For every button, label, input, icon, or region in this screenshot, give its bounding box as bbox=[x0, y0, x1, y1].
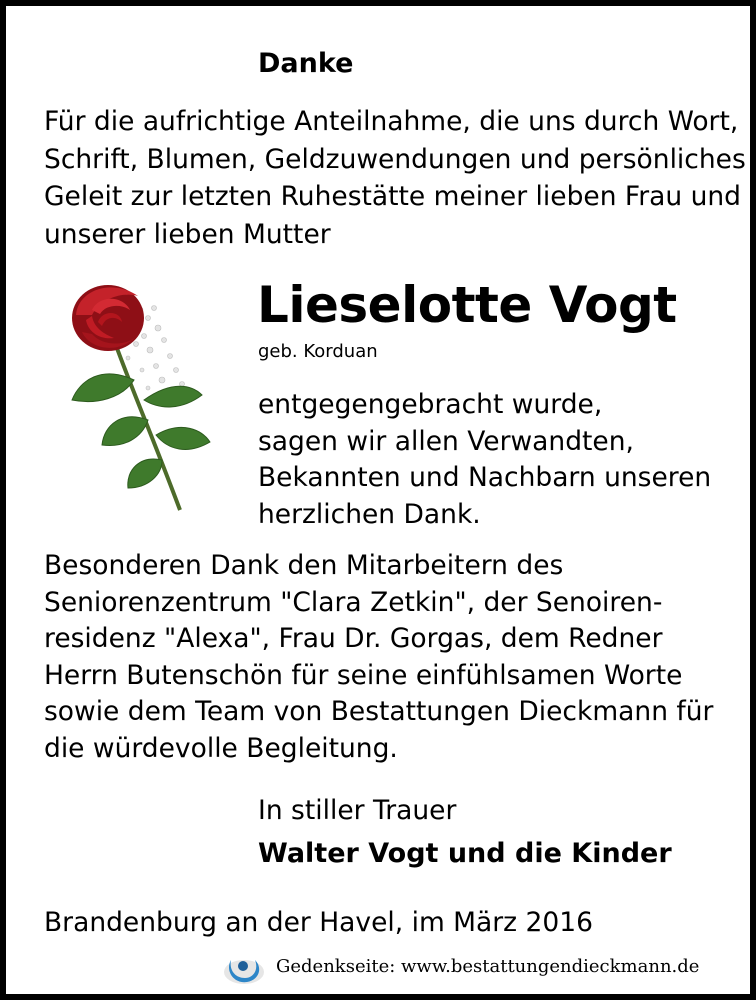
special-thanks-line: Besonderen Dank den Mitarbeitern des bbox=[44, 550, 564, 581]
mourning-phrase: In stiller Trauer bbox=[258, 795, 457, 826]
special-thanks-line: sowie dem Team von Bestattungen Dieckmann für bbox=[44, 696, 714, 727]
rose-image bbox=[52, 270, 222, 525]
intro-line: Geleit zur letzten Ruhestätte meiner lieben Frau und bbox=[44, 181, 741, 212]
intro-line: unserer lieben Mutter bbox=[44, 218, 331, 250]
special-thanks-line: residenz "Alexa", Frau Dr. Gorgas, dem Redner bbox=[44, 623, 663, 654]
deceased-name: Lieselotte Vogt bbox=[257, 276, 677, 334]
special-thanks-paragraph bbox=[44, 548, 713, 767]
maiden-name: geb. Korduan bbox=[258, 341, 378, 362]
notice-heading: Danke bbox=[258, 48, 354, 79]
intro-line: Für die aufrichtige Anteilnahme, die uns durch Wort, bbox=[44, 106, 739, 137]
memorial-website-link[interactable]: Gedenkseite: www.bestattungendieckmann.de bbox=[276, 956, 700, 977]
leaf-icon bbox=[72, 374, 210, 488]
thanks-line: herzlichen Dank. bbox=[258, 498, 481, 530]
memorial-logo-icon bbox=[221, 952, 267, 986]
thanks-line: sagen wir allen Verwandten, bbox=[258, 425, 634, 457]
place-date: Brandenburg an der Havel, im März 2016 bbox=[44, 907, 593, 938]
special-thanks-line: Seniorenzentrum "Clara Zetkin", der Senoiren- bbox=[44, 586, 663, 618]
thanks-line: entgegengebracht wurde, bbox=[258, 389, 603, 420]
intro-paragraph bbox=[44, 103, 746, 253]
intro-line: Schrift, Blumen, Geldzuwendungen und persönliches bbox=[44, 143, 746, 175]
special-thanks-line: die würdevolle Begleitung. bbox=[44, 732, 398, 764]
signers: Walter Vogt und die Kinder bbox=[258, 838, 672, 869]
rose-bloom-icon bbox=[72, 285, 144, 351]
special-thanks-line: Herrn Butenschön für seine einfühlsamen Worte bbox=[44, 659, 683, 691]
thanks-line: Bekannten und Nachbarn unseren bbox=[258, 462, 712, 493]
thanks-paragraph bbox=[258, 387, 711, 533]
